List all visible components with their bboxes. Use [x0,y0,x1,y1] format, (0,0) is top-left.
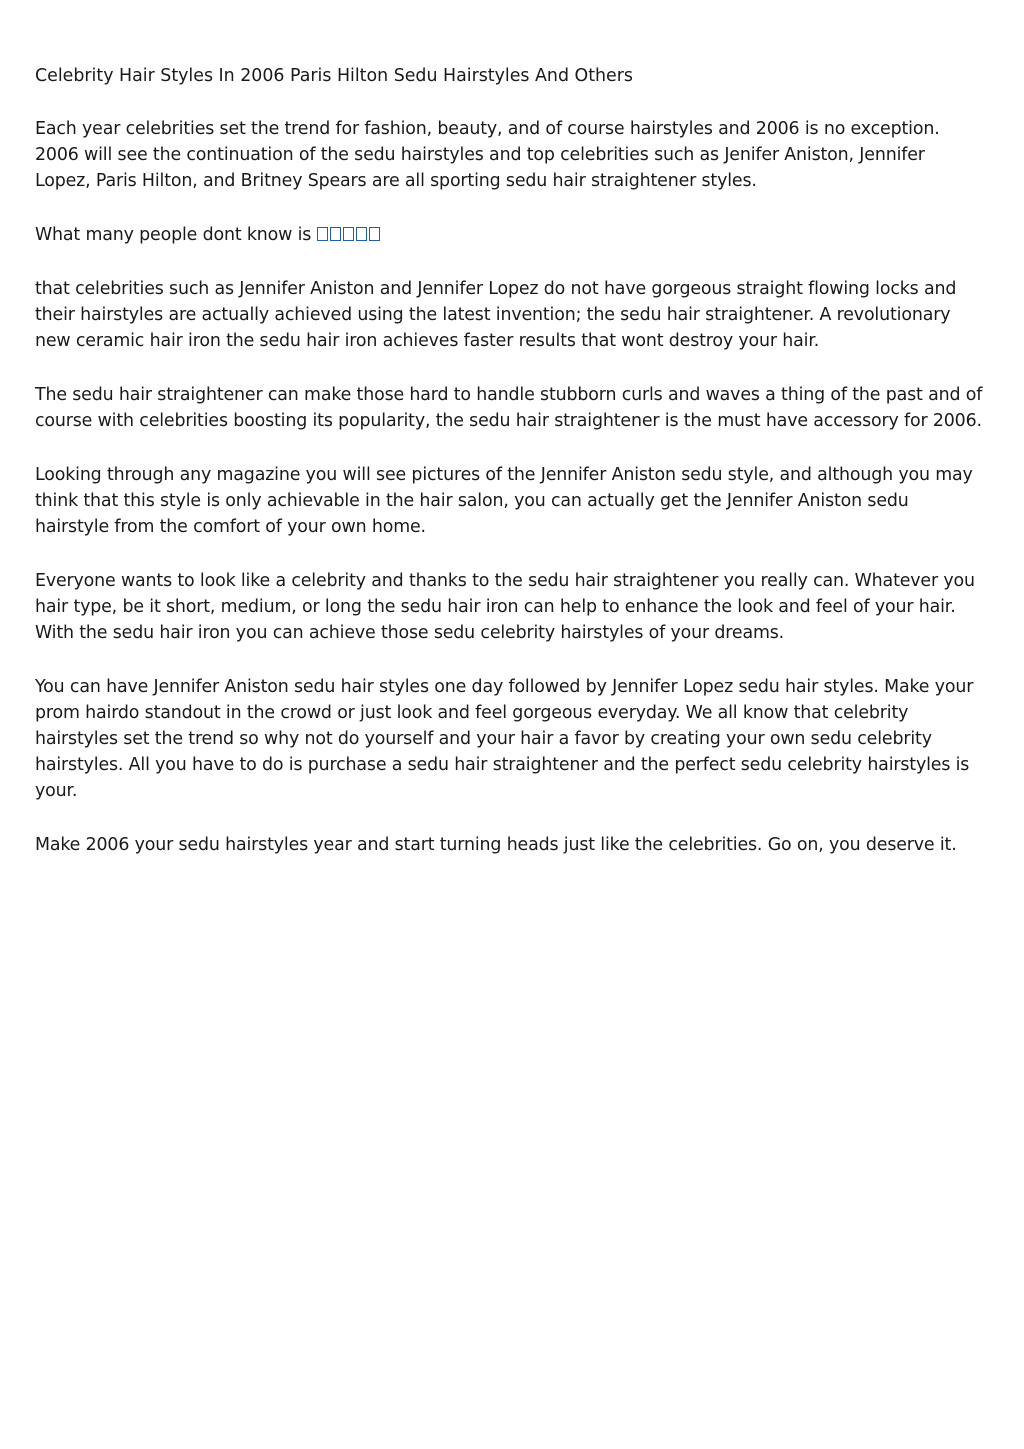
document-title: Celebrity Hair Styles In 2006 Paris Hilton Sedu Hairstyles And Others [35,66,633,86]
unrendered-glyph-link[interactable] [317,225,382,245]
link-sentence-prefix: What many people dont know is [35,225,317,245]
paragraph-celebrities: that celebrities such as Jennifer Aniston and Jennifer Lopez do not have gorgeous straight flowing locks and their hairstyles are actually achieved using the latest invention; the sedu hair straightener. A revolutionary new ceramic hair iron the sedu hair iron achieves faster results that wont destroy your hair. [35,279,957,351]
missing-glyph-box [317,227,328,241]
missing-glyph-box [343,227,354,241]
paragraph-straightener: The sedu hair straightener can make those hard to handle stubborn curls and waves a thing of the past and of course with celebrities boosting its popularity, the sedu hair straightener is the must have accessory for 2006. [35,385,983,431]
paragraph-closing: Make 2006 your sedu hairstyles year and start turning heads just like the celebrities. Go on, you deserve it. [35,835,957,855]
paragraph-magazine: Looking through any magazine you will see pictures of the Jennifer Aniston sedu style, and although you may think that this style is only achievable in the hair salon, you can actually get the Jennifer Aniston sedu hairstyle from the comfort of your own home. [35,465,973,537]
missing-glyph-box [356,227,367,241]
missing-glyph-box [330,227,341,241]
paragraph-link-sentence [35,222,983,248]
paragraph-intro: Each year celebrities set the trend for fashion, beauty, and of course hairstyles and 2006 is no exception. 2006 will see the continuation of the sedu hairstyles and top celebrities such as Jenifer Aniston, Jennifer Lopez, Paris Hilton, and Britney Spears are all sporting sedu hair straightener styles. [35,119,940,191]
missing-glyph-box [369,227,380,241]
paragraph-styles: You can have Jennifer Aniston sedu hair styles one day followed by Jennifer Lopez sedu hair styles. Make your prom hairdo standout in the crowd or just look and feel gorgeous everyday. We all know that celebrity hairstyles set the trend so why not do yourself and your hair a favor by creating your own sedu celebrity hairstyles. All you have to do is purchase a sedu hair straightener and the perfect sedu celebrity hairstyles is your. [35,677,974,801]
document-page [35,62,983,886]
paragraph-everyone: Everyone wants to look like a celebrity and thanks to the sedu hair straightener you really can. Whatever you hair type, be it short, medium, or long the sedu hair iron can help to enhance the look and feel of your hair. With the sedu hair iron you can achieve those sedu celebrity hairstyles of your dreams. [35,571,975,643]
